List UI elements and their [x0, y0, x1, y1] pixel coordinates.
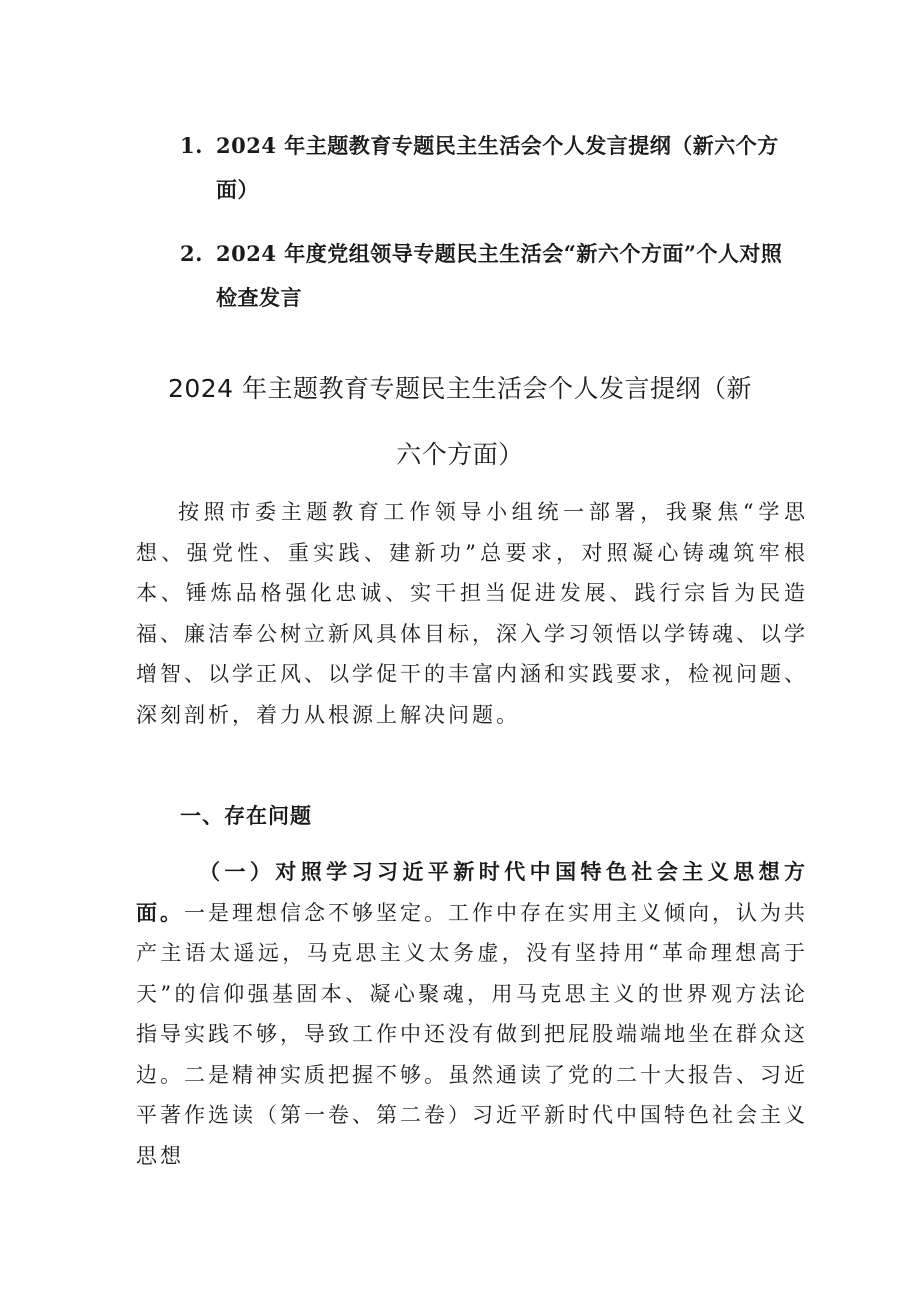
document-title-line-1: 2024 年主题教育专题民主生活会个人发言提纲（新	[167, 374, 753, 403]
document-title	[140, 356, 780, 488]
subsection-text: 一是理想信念不够坚定。工作中存在实用主义倾向，认为共产主语太遥远，马克思主义太务虚，没有坚持用“革命理想高于天”的信仰强基固本、凝心聚魂，用马克思主义的世界观方法论指导实践不够，导致工作中还没有做到把屁股端端地坐在群众这边。二是精神实质把握不够。虽然通读了党的二十大报告、习近平著作选读（第一卷、第二卷）习近平新时代中国特色社会主义思想	[136, 900, 808, 1168]
toc-item-number: 2.	[180, 241, 203, 266]
subsection-block	[136, 852, 808, 1176]
document-title-line-2: 六个方面）	[396, 440, 524, 469]
toc-item-text: 2024 年度党组领导专题民主生活会“新六个方面”个人对照检查发言	[216, 241, 783, 310]
section-heading: 一、存在问题	[180, 803, 312, 828]
intro-paragraph-block	[136, 492, 808, 735]
table-of-contents	[180, 124, 800, 340]
toc-item-number: 1.	[180, 133, 203, 158]
toc-item[interactable]	[180, 124, 800, 212]
toc-item[interactable]	[180, 232, 800, 320]
subsection-heading: （一）对照学习习近平新时代中国特色社会主义思想方面。	[136, 859, 808, 925]
intro-paragraph: 按照市委主题教育工作领导小组统一部署，我聚焦“学思想、强党性、重实践、建新功”总要求，对照凝心铸魂筑牢根本、锤炼品格强化忠诚、实干担当促进发展、践行宗旨为民造福、廉洁奉公树立新风具体目标，深入学习领悟以学铸魂、以学增智、以学正风、以学促干的丰富内涵和实践要求，检视问题、深刻剖析，着力从根源上解决问题。	[136, 500, 808, 727]
subsection-paragraph	[136, 852, 808, 1176]
toc-item-text: 2024 年主题教育专题民主生活会个人发言提纲（新六个方面）	[216, 133, 779, 202]
